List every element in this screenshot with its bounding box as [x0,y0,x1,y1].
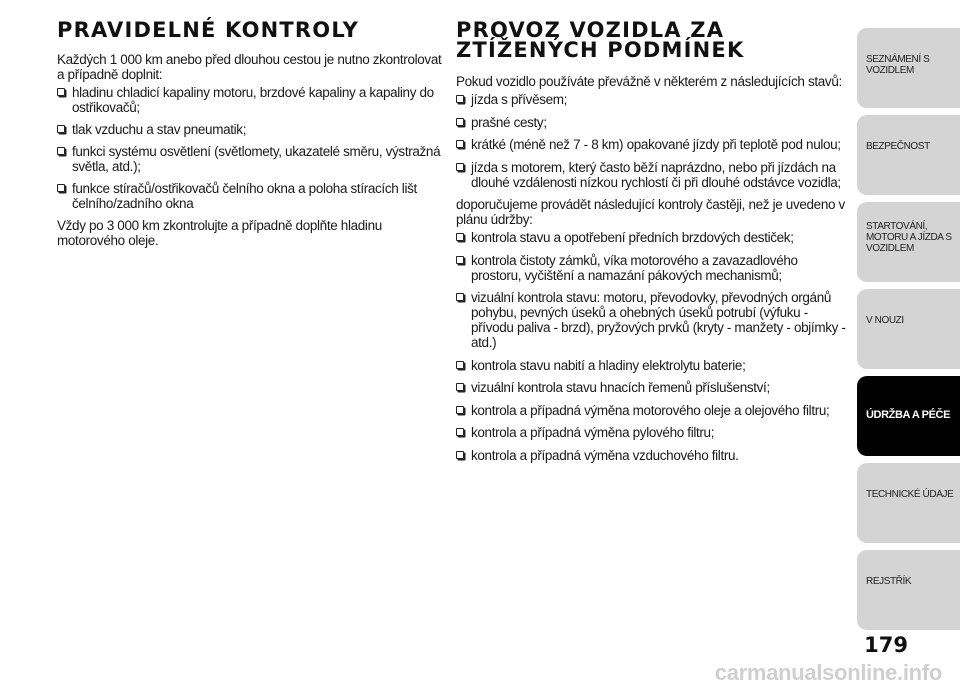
list-item: hladinu chladicí kapaliny motoru, brzdové kapaliny a kapaliny do ostřikovačů; [57,85,443,115]
checkbox-bullet-icon [456,256,464,264]
checkbox-bullet-icon [57,88,65,96]
checkbox-bullet-icon [456,140,464,148]
list-item: funkce stíračů/ostřikovačů čelního okna a poloha stíracích lišt čelního/zadního okna [57,181,443,211]
tab-technical-data[interactable]: TECHNICKÉ ÚDAJE [857,463,960,543]
section-title-regular-checks: PRAVIDELNÉ KONTROLY [57,18,360,42]
checkbox-bullet-icon [456,118,464,126]
checkbox-bullet-icon [456,233,464,241]
checkbox-bullet-icon [57,147,65,155]
checkbox-bullet-icon [456,95,464,103]
left-column [57,20,443,251]
checkbox-bullet-icon [456,293,464,301]
checkbox-bullet-icon [456,383,464,391]
list-item: vizuální kontrola stavu: motoru, převodovky, převodných orgánů pohybu, pevných úseků a ohebných úseků potrubí (výfuku - přívodu paliva - brzd), pryžových prvků (kryty - manžety - objímky - atd.) [456,290,848,350]
checkbox-bullet-icon [456,428,464,436]
regular-checks-list [57,85,443,211]
list-item: jízda s motorem, který často běží naprázdno, nebo při jízdách na dlouhé vzdálenosti nízkou rychlostí či při dlouhé odstávce vozidla; [456,160,848,190]
list-item: kontrola a případná výměna pylového filtru; [456,425,848,440]
checkbox-bullet-icon [456,163,464,171]
list-item: kontrola stavu nabití a hladiny elektrolytu baterie; [456,358,848,373]
page-number: 179 [864,633,908,657]
checkbox-bullet-icon [456,361,464,369]
list-item: tlak vzduchu a stav pneumatik; [57,122,443,137]
checkbox-bullet-icon [456,406,464,414]
tab-safety[interactable]: BEZPEČNOST [857,115,960,195]
list-item: prašné cesty; [456,115,848,130]
list-item: kontrola čistoty zámků, víka motorového a zavazadlového prostoru, vyčištění a namazání pákových mechanismů; [456,253,848,283]
list-item: kontrola stavu a opotřebení předních brzdových destiček; [456,230,848,245]
list-item: funkci systému osvětlení (světlomety, ukazatelé směru, výstražná světla, atd.); [57,144,443,174]
watermark: carmanualsonline.info [714,660,942,685]
checkbox-bullet-icon [57,125,65,133]
checks-list [456,230,848,463]
list-item: kontrola a případná výměna vzduchového filtru. [456,448,848,463]
list-item: jízda s přívěsem; [456,92,848,107]
chapter-tabs [857,28,960,637]
list-item: kontrola a případná výměna motorového oleje a olejového filtru; [456,403,848,418]
list-item: vizuální kontrola stavu hnacích řemenů příslušenství; [456,380,848,395]
tab-maintenance[interactable]: ÚDRŽBA A PÉČE [857,376,960,456]
tab-introduction[interactable]: SEZNÁMENÍ S VOZIDLEM [857,28,960,108]
right-column [456,20,848,470]
regular-checks-intro: Každých 1 000 km anebo před dlouhou cestou je nutno zkontrolovat a případně doplnit: [57,52,442,82]
checkbox-bullet-icon [57,184,65,192]
tab-emergency[interactable]: V NOUZI [857,289,960,369]
severe-conditions-intro: Pokud vozidlo používáte převážně v některém z následujících stavů: [456,74,842,89]
tab-index[interactable]: REJSTŘÍK [857,550,960,630]
section-title-severe-conditions: PROVOZ VOZIDLA ZA ZTÍŽENÝCH PODMÍNEK [456,18,745,62]
conditions-list [456,92,848,190]
tab-starting-driving[interactable]: STARTOVÁNÍ, MOTORU A JÍZDA S VOZIDLEM [857,202,960,282]
severe-conditions-middle: doporučujeme provádět následující kontroly častěji, než je uvedeno v plánu údržby: [456,197,845,227]
list-item: krátké (méně než 7 - 8 km) opakované jízdy při teplotě pod nulou; [456,137,848,152]
regular-checks-outro: Vždy po 3 000 km zkontrolujte a případně doplňte hladinu motorového oleje. [57,218,382,248]
checkbox-bullet-icon [456,451,464,459]
